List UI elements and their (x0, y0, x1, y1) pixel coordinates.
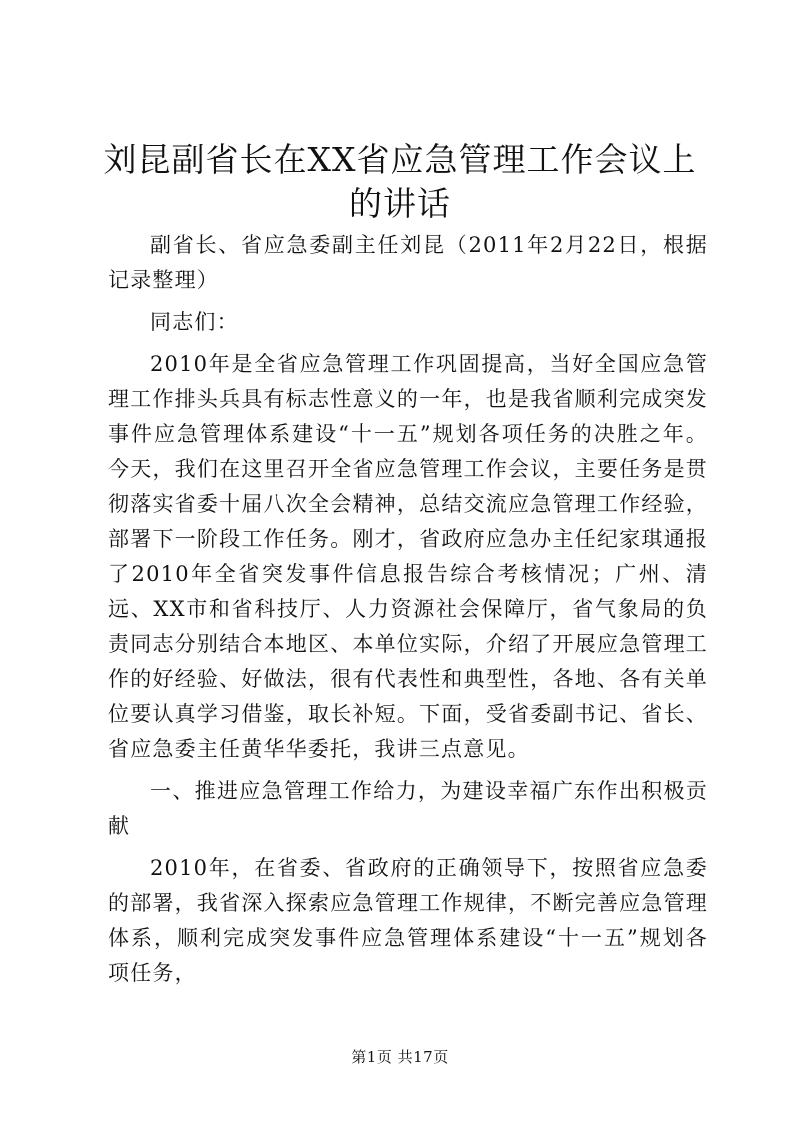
page-footer: 第1页 共17页 (351, 1048, 449, 1066)
body-paragraph: 2010年，在省委、省政府的正确领导下，按照省应急委的部署，我省深入探索应急管理工作规律，不断完善应急管理体系，顺利完成突发事件应急管理体系建设“十一五”规划各项任务， (108, 856, 708, 985)
section-heading: 一、推进应急管理工作给力，为建设幸福广东作出积极贡献 (108, 779, 708, 838)
salutation-paragraph: 同志们： (150, 310, 239, 334)
body-paragraph: 2010年是全省应急管理工作巩固提高，当好全国应急管理工作排头兵具有标志性意义的一年，也是我省顺利完成突发事件应急管理体系建设“十一五”规划各项任务的决胜之年。今天，我们在这里召开全省应急管理工作会议，主要任务是贯彻落实省委十届八次全会精神，总结交流应急管理工作经验，部署下一阶段工作任务。刚才，省政府应急办主任纪家琪通报了2010年全省突发事件信息报告综合考核情况；广州、清远、XX市和省科技厅、人力资源社会保障厅，省气象局的负责同志分别结合本地区、本单位实际，介绍了开展应急管理工作的好经验、好做法，很有代表性和典型性，各地、各有关单位要认真学习借鉴，取长补短。下面，受省委副书记、省长、省应急委主任黄华华委托，我讲三点意见。 (108, 352, 708, 761)
byline-paragraph: 副省长、省应急委副主任刘昆（2011年2月22日，根据记录整理） (108, 233, 708, 292)
document-body (108, 228, 708, 998)
document-title: 刘昆副省长在XX省应急管理工作会议上的讲话 (103, 140, 697, 223)
